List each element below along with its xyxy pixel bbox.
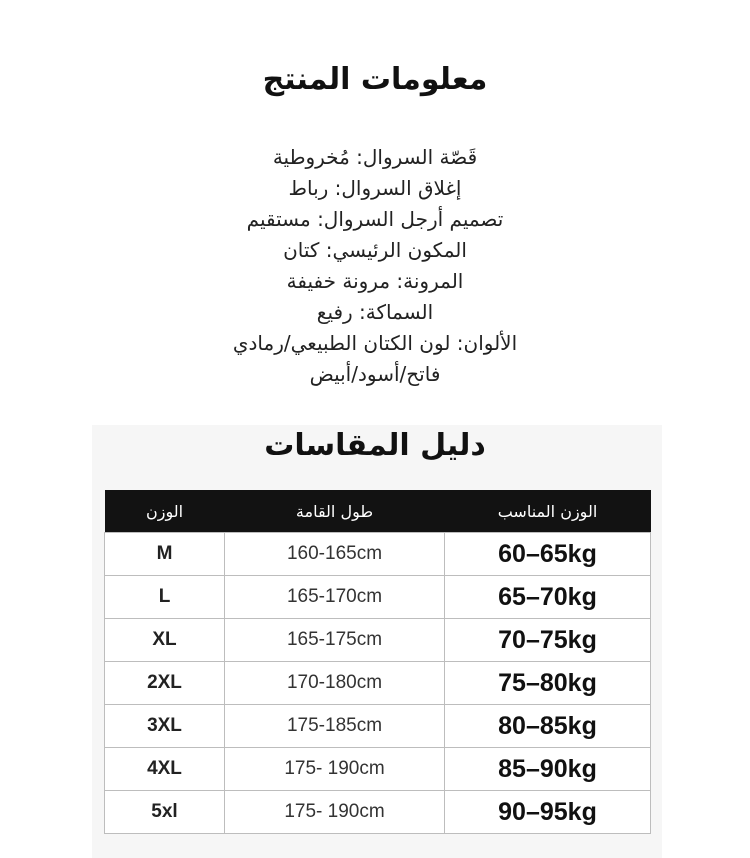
table-row <box>105 662 651 705</box>
weight-cell: 90–95kg <box>445 791 651 834</box>
table-row <box>105 533 651 576</box>
size-table <box>104 490 651 834</box>
product-info-title: معلومات المنتج <box>262 62 488 97</box>
info-line-stretch: المرونة: مرونة خفيفة <box>286 269 464 293</box>
height-cell: 165-170cm <box>225 576 445 619</box>
info-line-colors: الألوان: لون الكتان الطبيعي/رمادي <box>232 331 518 355</box>
table-row <box>105 619 651 662</box>
size-table-header <box>105 490 651 533</box>
info-line-thickness: السماكة: رفيع <box>316 300 434 324</box>
size-cell: XL <box>105 619 225 662</box>
table-row <box>105 748 651 791</box>
table-row <box>105 705 651 748</box>
height-cell: 165-175cm <box>225 619 445 662</box>
weight-cell: 80–85kg <box>445 705 651 748</box>
height-cell: 175- 190cm <box>225 791 445 834</box>
height-cell: 175- 190cm <box>225 748 445 791</box>
size-cell: L <box>105 576 225 619</box>
size-cell: 5xl <box>105 791 225 834</box>
weight-cell: 85–90kg <box>445 748 651 791</box>
info-line-leg-design: تصميم أرجل السروال: مستقيم <box>246 207 504 231</box>
info-line-closure: إغلاق السروال: رباط <box>288 176 462 200</box>
product-info-list <box>0 142 750 390</box>
height-cell: 175-185cm <box>225 705 445 748</box>
header-height: طول القامة <box>225 490 445 533</box>
info-line-material: المكون الرئيسي: كتان <box>283 238 467 262</box>
weight-cell: 60–65kg <box>445 533 651 576</box>
weight-cell: 75–80kg <box>445 662 651 705</box>
header-size: الوزن <box>105 490 225 533</box>
size-cell: 3XL <box>105 705 225 748</box>
table-row <box>105 576 651 619</box>
size-cell: 4XL <box>105 748 225 791</box>
size-cell: M <box>105 533 225 576</box>
header-weight: الوزن المناسب <box>445 490 651 533</box>
height-cell: 170-180cm <box>225 662 445 705</box>
weight-cell: 65–70kg <box>445 576 651 619</box>
size-guide-title: دليل المقاسات <box>264 428 486 463</box>
info-line-colors-cont: فاتح/أسود/أبيض <box>309 362 441 386</box>
size-cell: 2XL <box>105 662 225 705</box>
table-row <box>105 791 651 834</box>
weight-cell: 70–75kg <box>445 619 651 662</box>
height-cell: 160-165cm <box>225 533 445 576</box>
info-line-cut: قَصّة السروال: مُخروطية <box>272 145 478 169</box>
